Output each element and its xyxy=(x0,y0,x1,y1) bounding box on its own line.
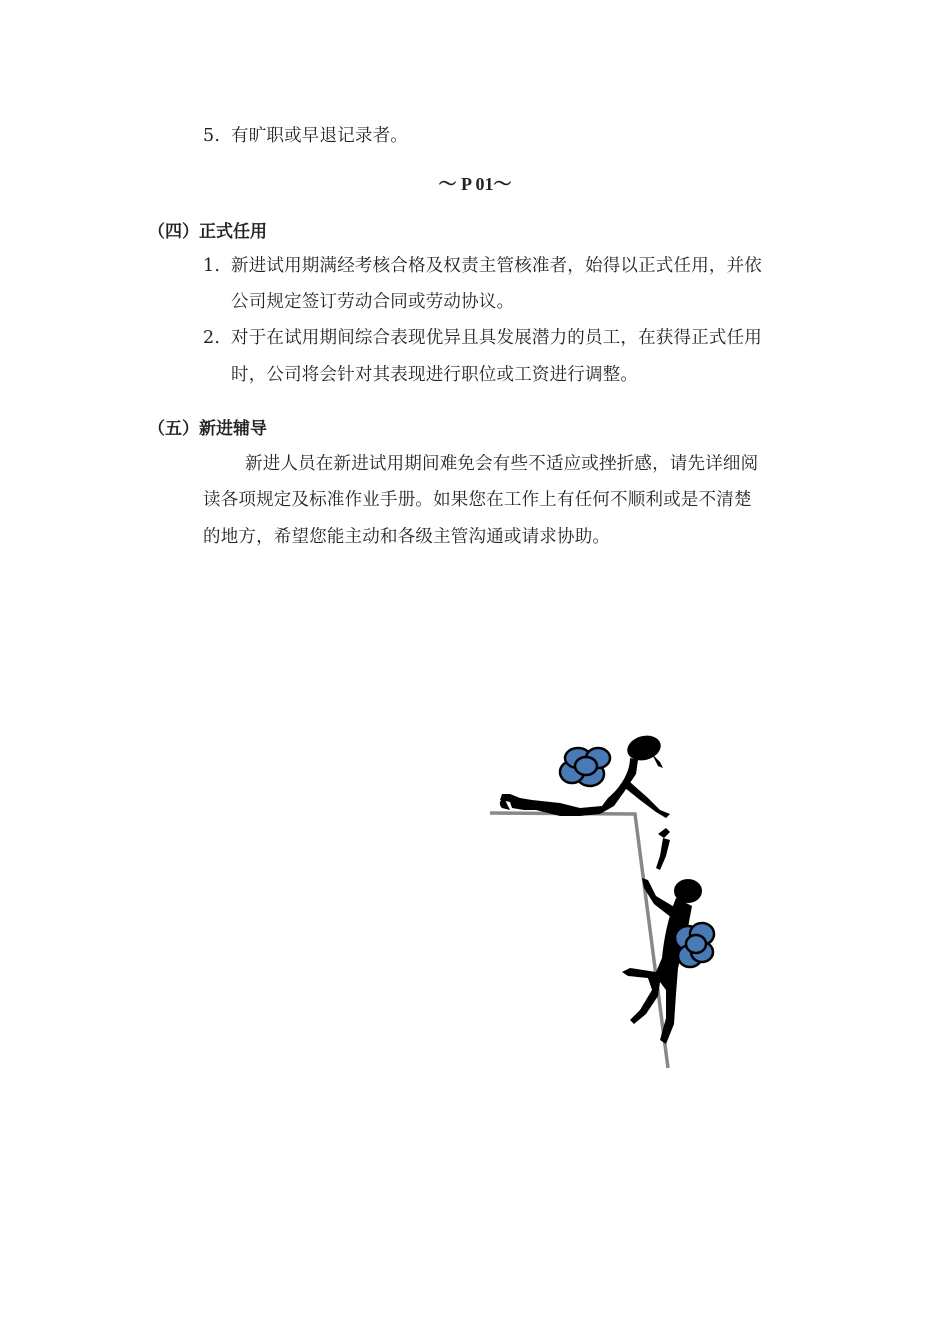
section-4-item-2-number: 2. xyxy=(203,328,221,348)
item-5-number: 5. xyxy=(203,126,221,146)
section-4-item-1-line-2: 公司规定签订劳动合同或劳动协议。 xyxy=(231,292,515,312)
two-climbers-helping-icon xyxy=(480,728,740,1073)
section-5-paragraph-line-1: 新进人员在新进试用期间难免会有些不适应或挫折感，请先详细阅 xyxy=(245,454,759,474)
section-4-item-2-line-1: 对于在试用期间综合表现优异且具发展潜力的员工，在获得正式任用 xyxy=(231,328,762,348)
section-4-heading: （四）正式任用 xyxy=(148,222,267,242)
section-5-paragraph-line-3: 的地方，希望您能主动和各级主管沟通或请求协助。 xyxy=(203,527,611,547)
page-number: ～ P 01～ xyxy=(438,174,512,194)
bottom-backpack xyxy=(675,923,714,967)
section-5-heading: （五）新进辅导 xyxy=(148,419,267,439)
section-4-item-2-line-2: 时，公司将会针对其表现进行职位或工资进行调整。 xyxy=(231,365,639,385)
section-4-item-1-line-1: 新进试用期满经考核合格及权责主管核准者，始得以正式任用，并依 xyxy=(231,256,762,276)
section-4-item-1-number: 1. xyxy=(203,256,221,276)
item-5-text: 有旷职或早退记录者。 xyxy=(231,126,408,146)
item-5 xyxy=(203,128,408,146)
section-5-paragraph-line-2: 读各项规定及标准作业手册。如果您在工作上有任何不顺利或是不清楚 xyxy=(203,490,752,510)
top-backpack xyxy=(560,748,610,786)
cliff-edge xyxy=(490,813,668,1068)
